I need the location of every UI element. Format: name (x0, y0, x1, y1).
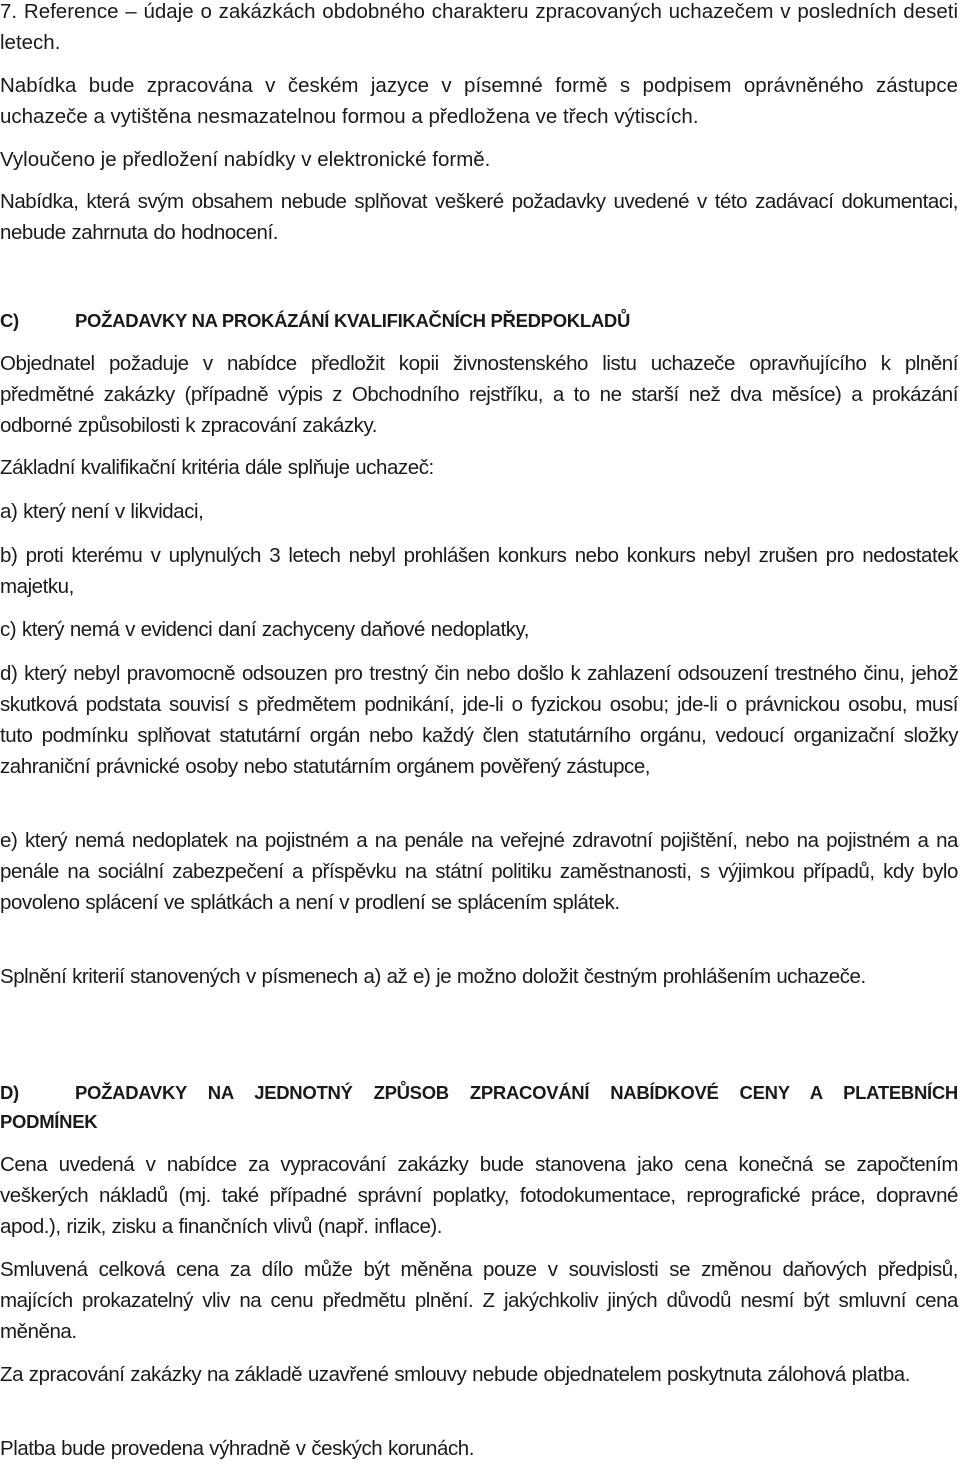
section-d-heading-line1 (0, 1078, 958, 1107)
section-c-heading (0, 306, 958, 335)
fulfilment-paragraph: Splnění kriterií stanovených v písmenech a) až e) je možno doložit čestným prohlášením uchazeče. (0, 965, 866, 988)
criterion-d: d) který nebyl pravomocně odsouzen pro trestný čin nebo došlo k zahlazení odsouzení trestného činu, jehož skutková podstata souvisí s předmětem podnikání, jde-li o fyzickou osobu; jde-li o právnickou osobu, musí tuto podmínku splňovat statutární orgán nebo každý člen statutárního orgánu, vedoucí organizační složky zahraniční právnické osoby nebo statutárním orgánem pověřený zástupce, (0, 662, 958, 778)
criterion-e: e) který nemá nedoplatek na pojistném a na penále na veřejné zdravotní pojištění, nebo na pojistném a na penále na sociální zabezpečení a příspěvku na státní politiku zaměstnanosti, s výjimkou případů, kdy bylo povoleno splácení ve splátkách a není v prodlení se splácením splátek. (0, 829, 958, 914)
section-d-title-line1: POŽADAVKY NA JEDNOTNÝ ZPŮSOB ZPRACOVÁNÍ NABÍDKOVÉ CENY A PLATEBNÍCH (75, 1082, 958, 1103)
criteria-lead: Základní kvalifikační kritéria dále splňuje uchazeč: (0, 456, 434, 479)
criterion-c: c) který nemá v evidenci daní zachyceny daňové nedoplatky, (0, 618, 530, 641)
section-d-title-line2: PODMÍNEK (0, 1111, 98, 1132)
criterion-b: b) proti kterému v uplynulých 3 letech nebyl prohlášen konkurs nebo konkurs nebyl zrušen pro nedostatek majetku, (0, 544, 958, 598)
criterion-a: a) který není v likvidaci, (0, 500, 204, 523)
electronic-exclusion-paragraph: Vyloučeno je předložení nabídky v elektronické formě. (0, 148, 491, 171)
price-paragraph: Cena uvedená v nabídce za vypracování zakázky bude stanovena jako cena konečná se započtením veškerých nákladů (mj. také případné správní poplatky, fotodokumentace, reprografické práce, dopravné apod.), rizik, zisku a finančních vlivů (např. inflace). (0, 1153, 958, 1238)
section-d-letter: D) (0, 1082, 19, 1103)
advance-payment-paragraph: Za zpracování zakázky na základě uzavřené smlouvy nebude objednatelem poskytnuta zálohová platba. (0, 1363, 910, 1386)
section-c-letter: C) (0, 310, 19, 331)
section-d-heading (0, 1078, 958, 1136)
noncompliant-offer-paragraph: Nabídka, která svým obsahem nebude splňovat veškeré požadavky uvedené v této zadávací dokumentaci, nebude zahrnuta do hodnocení. (0, 190, 958, 244)
price-change-paragraph: Smluvená celková cena za dílo může být měněna pouze v souvislosti se změnou daňových předpisů, majících prokazatelný vliv na cenu předmětu plnění. Z jakýchkoliv jiných důvodů nesmí být smluvní cena měněna. (0, 1258, 958, 1343)
reference-item-7: 7. Reference – údaje o zakázkách obdobného charakteru zpracovaných uchazečem v posledních deseti letech. (0, 0, 958, 54)
section-c-title: POŽADAVKY NA PROKÁZÁNÍ KVALIFIKAČNÍCH PŘEDPOKLADŮ (75, 310, 631, 331)
offer-language-paragraph: Nabídka bude zpracována v českém jazyce v písemné formě s podpisem oprávněného zástupce uchazeče a vytištěna nesmazatelnou formou a předložena ve třech výtiscích. (0, 74, 958, 128)
currency-paragraph: Platba bude provedena výhradně v českých korunách. (0, 1437, 474, 1460)
section-c-intro: Objednatel požaduje v nabídce předložit kopii živnostenského listu uchazeče opravňujícího k plnění předmětné zakázky (případně výpis z Obchodního rejstříku, a to ne starší než dva měsíce) a prokázání odborné způsobilosti k zpracování zakázky. (0, 352, 958, 437)
